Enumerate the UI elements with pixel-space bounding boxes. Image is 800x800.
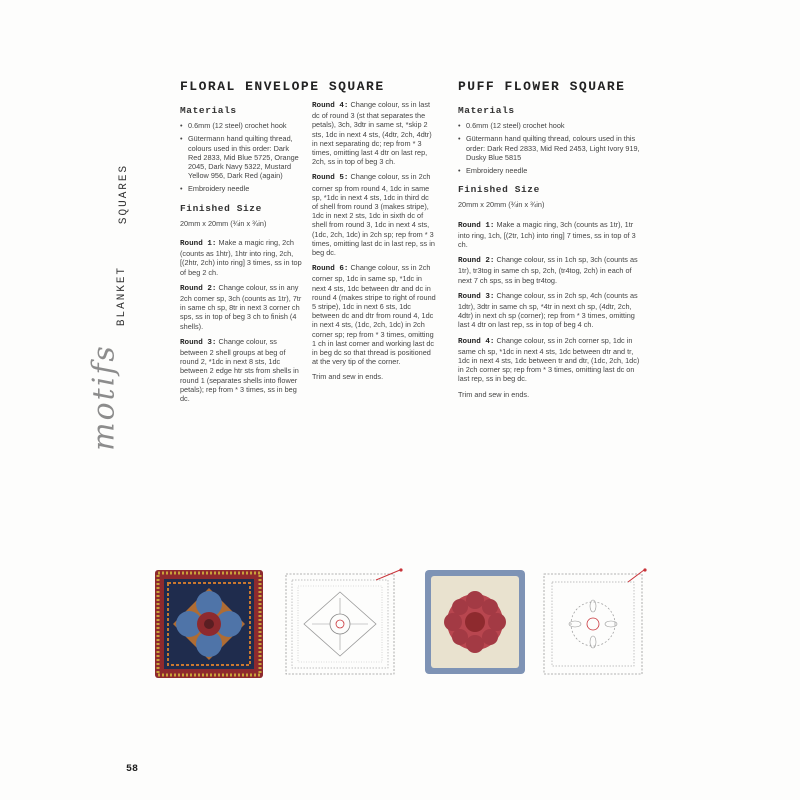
puff-round-1 <box>458 220 644 250</box>
floral-round-2 <box>180 283 302 331</box>
round-text: Make a magic ring, 3ch (counts as 1tr), 1tr into ring, 1ch, [(2tr, 1ch) into ring] 7 times, ss in top of 3 ch. <box>458 219 636 250</box>
floral-round-5 <box>312 172 436 257</box>
round-text: Change colour, ss in 2ch corner sp, 1dc in same sp, *1dc in next 4 sts, 1dc between dtr and dc in round 4 (makes stripe to right of round 5 stripe), 1dc in next 6 sts, 1dc between dc and dtr from round 4, 1dc in next 4 sts, (1dc, 2ch, 1dc) in 2ch corner sp; rep from * 3 times, omitting 1 ch in last corner and working last dc in beg dc so that thread is positioned at the very tip of the corner. <box>312 263 436 367</box>
floral-envelope-square-photo <box>155 570 263 678</box>
floral-round-4 <box>312 100 436 166</box>
list-item: • Embroidery needle <box>458 166 644 175</box>
list-item: • Gütermann hand quilting thread, colours used in this order: Dark Red 2833, Mid Blue 5725, Orange 2045, Dark Navy 5322, Mustard Yellow 956, Dark Red (again) <box>180 134 302 180</box>
puff-round-3 <box>458 291 644 330</box>
floral-title: FLORAL ENVELOPE SQUARE <box>180 79 385 94</box>
round-text: Change colour, ss in 2ch sp, 4ch (counts as 1dtr), 3dtr in same ch sp, *4tr in next ch sp, (4dtr, 2ch, 4dtr) in next ch sp (corner); rep from * 3 times, omitting last 4 dtr on last rep, ss in top of beg 4 ch. <box>458 290 638 330</box>
puff-materials-heading: Materials <box>458 105 515 116</box>
puff-round-2 <box>458 255 644 285</box>
list-item: • Gütermann hand quilting thread, colours used in this order: Dark Red 2833, Mid Red 2453, Light Ivory 919, Dusky Blue 5815 <box>458 134 644 162</box>
floral-finished-heading: Finished Size <box>180 202 262 214</box>
round-label: Round 2: <box>458 257 495 266</box>
floral-round-3 <box>180 337 302 403</box>
puff-column <box>458 100 644 405</box>
puff-finish-text: Trim and sew in ends. <box>458 389 530 399</box>
round-label: Round 1: <box>180 240 217 249</box>
list-item: • 0.6mm (12 steel) crochet hook <box>458 121 644 130</box>
page-number: 58 <box>126 764 139 775</box>
round-label: Round 2: <box>180 284 217 293</box>
floral-finish-text: Trim and sew in ends. <box>312 372 384 382</box>
floral-round-6 <box>312 263 436 366</box>
floral-column-1 <box>180 100 302 409</box>
round-label: Round 5: <box>312 174 349 183</box>
puff-finished-size: 20mm x 20mm (¾in x ¾in) <box>458 200 545 210</box>
puff-materials-list <box>458 121 644 175</box>
puff-flower-square-photo <box>425 570 525 674</box>
round-text: Change colour, ss in last dc of round 3 (st that separates the petals), 3ch, 3dtr in same st, *skip 2 sts, 1dc in next 4 sts, (4dtr, 2ch, 4dtr) in next separating dc; rep from * 3 times, omitting last 4 dtr on last rep, 2ch, ss in top of beg 3 ch. <box>312 100 432 167</box>
round-text: Change colour, ss in 2ch corner sp from round 4, 1dc in same sp, *1dc in next 4 sts, 1dc in third dc of shell from round 3 (makes stripe), 1dc in next 2 sts, 1dc in sixth dc of shell from round 3, 1dc in next 4 sts, (1dc, 2ch, 1dc) in 2ch sp; rep from * 3 times, omitting last dc in last rep, ss in beg dc. <box>312 172 435 258</box>
round-text: Change colour, ss between 2 shell groups at beg of round 2, *1dc in next 8 sts, 1dc between 2 edge htr sts from shells in round 1 (separates shells into flower petals); rep from * 3 times, ss in beg dc. <box>180 336 299 404</box>
round-text: Change colour, ss in 2ch corner sp, 1dc in same ch sp, *1dc in next 4 sts, 1dc between dtr and tr, 1dc in next 4 sts, 1dc between tr and dtr, (1dc, 2ch, 1dc) in 2ch corner sp; rep from * 3 times, omitting last dc on last rep, ss in beg dc. <box>458 335 640 384</box>
round-label: Round 1: <box>458 221 495 230</box>
side-header-blanket: BLANKET <box>116 265 129 327</box>
side-header-motifs: motifs <box>86 344 122 451</box>
list-item: • 0.6mm (12 steel) crochet hook <box>180 121 302 130</box>
floral-envelope-stitch-chart <box>280 568 408 680</box>
round-label: Round 6: <box>312 265 349 274</box>
round-text: Change colour, ss in any 2ch corner sp, 3ch (counts as 1tr), 7tr in same ch sp, 8tr in next 3 corner ch sps, ss in top of beg 3 ch to finish (4 shells). <box>180 282 302 331</box>
round-text: Change colour, ss in 1ch sp, 3ch (counts as 1tr), tr3tog in same ch sp, 2ch, (tr4tog, 2ch) in each of next 7 ch sps, ss in beg tr4tog. <box>458 255 638 285</box>
floral-column-2 <box>312 100 436 388</box>
puff-flower-stitch-chart <box>540 568 650 680</box>
round-text: Make a magic ring, 2ch (counts as 1htr), 1htr into ring, 2ch, [(2htr, 2ch) into ring] 3 times, ss in top of beg 2 ch. <box>180 238 302 277</box>
floral-materials-heading: Materials <box>180 105 237 116</box>
round-label: Round 4: <box>312 102 349 110</box>
floral-materials-list <box>180 121 302 193</box>
side-running-header <box>86 80 150 451</box>
side-header-squares: SQUARES <box>118 163 131 225</box>
round-label: Round 3: <box>458 292 495 301</box>
puff-finished-heading: Finished Size <box>458 184 540 196</box>
puff-round-4 <box>458 336 644 384</box>
floral-finished-size: 20mm x 20mm (¾in x ¾in) <box>180 218 267 228</box>
puff-title: PUFF FLOWER SQUARE <box>458 79 626 94</box>
round-label: Round 3: <box>180 338 217 347</box>
round-label: Round 4: <box>458 337 495 346</box>
list-item: • Embroidery needle <box>180 184 302 193</box>
floral-round-1 <box>180 238 302 277</box>
